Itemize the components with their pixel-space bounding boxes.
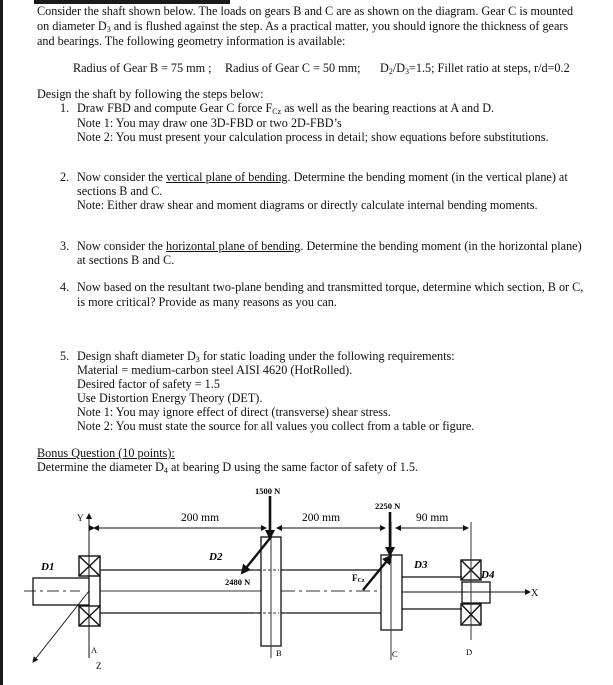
step-3-line-2: at sections B and C. (77, 253, 175, 267)
label-1500n: 1500 N (255, 486, 281, 496)
step-5-note-1: Note 1: You may ignore effect of direct (transverse) shear stress. (77, 405, 391, 419)
underlined-term: horizontal plane of bending (166, 239, 301, 253)
step-2-note: Note: Either draw shear and moment diagrams or directly calculate internal bending moments. (77, 198, 538, 212)
step-5-number: 5. (60, 349, 70, 363)
label-d4: D4 (481, 569, 495, 581)
geometry-ratio (380, 61, 570, 76)
step-1-note-1: Note 1: You may draw one 3D-FBD or two 2D-FBD’s (77, 116, 342, 130)
step-text: as well as the bearing reactions at A and D. (281, 101, 495, 115)
geometry-radius-b: Radius of Gear B = 75 mm ; (73, 61, 212, 75)
step-text: for static loading under the following requirements: (199, 349, 455, 363)
step-2-line-1 (77, 170, 568, 185)
label-d2: D2 (209, 551, 223, 563)
step-text: Now consider the (77, 170, 167, 184)
step-3-line-1 (77, 239, 582, 254)
step-5-note-2: Note 2: You must state the source for all values you collect from a table or figure. (77, 419, 475, 433)
geometry-radius-c: Radius of Gear C = 50 mm; (225, 61, 361, 75)
label-d3: D3 (414, 559, 428, 571)
bonus-text (37, 460, 418, 475)
ratio-text: D (380, 61, 389, 75)
label-2480n: 2480 N (225, 577, 251, 587)
step-5-line-1 (77, 349, 455, 364)
intro-text: and is flushed against the step. As a practical matter, you should ignore the thickness of gears (110, 19, 569, 33)
step-2-line-2: sections B and C. (77, 184, 163, 198)
step-4-number: 4. (60, 280, 70, 294)
step-5-safety: Desired factor of safety = 1.5 (77, 377, 220, 391)
step-1-line-1 (77, 101, 494, 116)
bonus-text-part: Determine the diameter D (37, 460, 164, 474)
step-1-note-2: Note 2: You must present your calculation process in detail; show equations before substitutions. (77, 130, 549, 144)
label-axis-y: Y (77, 513, 84, 523)
step-text: . Determine the bending moment (in the vertical plane) at (287, 170, 568, 184)
intro-text: on diameter D (37, 19, 107, 33)
label-bearing-a: A (91, 645, 98, 655)
step-3-number: 3. (60, 239, 70, 253)
subscript: Cz (272, 107, 282, 116)
step-text: Now consider the (77, 239, 167, 253)
label-d1: D1 (41, 561, 55, 573)
ratio-text: =1.5; Fillet ratio at steps, r/d=0.2 (409, 61, 570, 75)
step-2-number: 2. (60, 170, 70, 184)
step-text: . Determine the bending moment (in the horizontal plane) (300, 239, 582, 253)
step-1-number: 1. (60, 101, 70, 115)
underlined-term: vertical plane of bending (166, 170, 288, 184)
label-axis-x: X (531, 588, 539, 599)
step-text: Design shaft diameter D (77, 349, 196, 363)
label-gear-b: B (276, 648, 282, 658)
step-4-line-2: is more critical? Provide as many reasons as you can. (77, 295, 337, 309)
subscript: 4 (163, 466, 168, 475)
subscript: 3 (195, 355, 200, 364)
bonus-text-part: at bearing D using the same factor of safety of 1.5. (167, 460, 419, 474)
label-2250n: 2250 N (375, 501, 401, 511)
intro-line-2 (37, 19, 568, 34)
bonus-title: Bonus Question (10 points): (37, 446, 175, 460)
ratio-text: /D (392, 61, 405, 75)
label-axis-z: Z (96, 661, 102, 671)
intro-line-1: Consider the shaft shown below. The loads on gears B and C are as shown on the diagram. Gear C is mounted (37, 4, 574, 18)
design-intro: Design the shaft by following the steps below: (37, 87, 264, 101)
shaft-section-d3 (402, 577, 462, 609)
shaft-diagram (0, 480, 613, 685)
subscript: 2 (388, 67, 393, 76)
step-5-theory: Use Distortion Energy Theory (DET). (77, 391, 263, 405)
step-4-line-1: Now based on the resultant two-plane bending and transmitted torque, determine which section, B or C, (77, 280, 584, 294)
intro-line-3: and bearings. The following geometry information is available: (37, 34, 346, 48)
subscript: 3 (405, 67, 409, 76)
label-dim-ab: 200 mm (181, 512, 220, 524)
label-gear-c: C (392, 649, 398, 659)
label-fcz: FCz (352, 573, 365, 584)
label-dim-cd: 90 mm (416, 512, 449, 524)
subscript: 3 (106, 25, 111, 34)
step-5-material: Material = medium-carbon steel AISI 4620 (HotRolled). (77, 363, 353, 377)
step-text: Draw FBD and compute Gear C force F (77, 101, 273, 115)
label-dim-bc: 200 mm (302, 512, 341, 524)
label-bearing-d: D (466, 647, 473, 657)
